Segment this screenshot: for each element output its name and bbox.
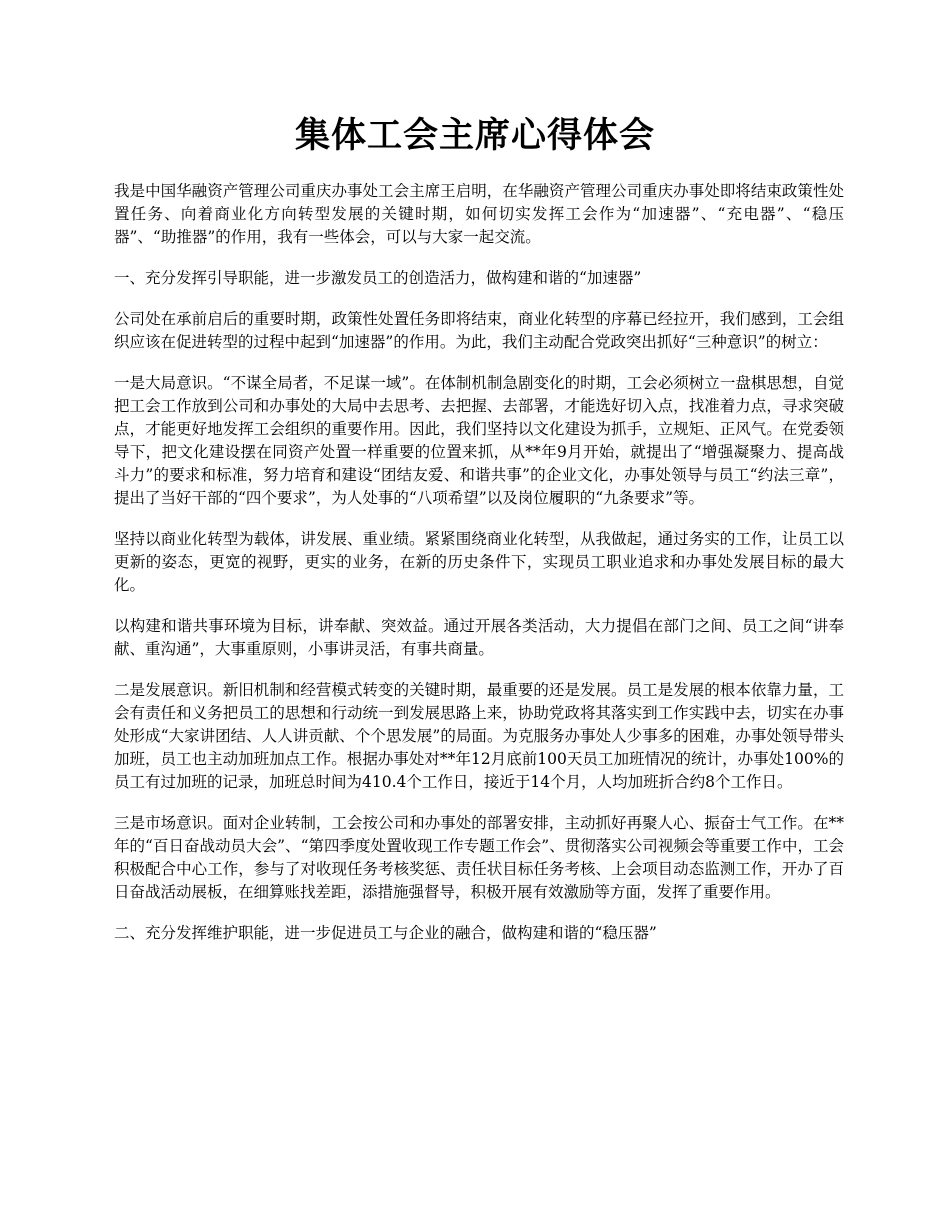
paragraph: 坚持以商业化转型为载体，讲发展、重业绩。紧紧围绕商业化转型，从我做起，通过务实的工作，让员工以更新的姿态，更宽的视野，更实的业务，在新的历史条件下，实现员工职业追求和办事处发展目标的最大化。 [114, 530, 844, 594]
paragraph-intro: 我是中国华融资产管理公司重庆办事处工会主席王启明，在华融资产管理公司重庆办事处即将结束政策性处置任务、向着商业化方向转型发展的关键时期，如何切实发挥工会作为“加速器”、“充电器”、“稳压器”、“助推器”的作用，我有一些体会，可以与大家一起交流。 [114, 182, 844, 246]
paragraph: 以构建和谐共事环境为目标，讲奉献、突效益。通过开展各类活动，大力提倡在部门之间、员工之间“讲奉献、重沟通”，大事重原则，小事讲灵活，有事共商量。 [114, 617, 844, 658]
paragraph: 公司处在承前启后的重要时期，政策性处置任务即将结束，商业化转型的序幕已经拉开，我们感到，工会组织应该在促进转型的过程中起到“加速器”的作用。为此，我们主动配合党政突出抓好“三种意识”的树立： [114, 310, 844, 351]
document-title: 集体工会主席心得体会 [294, 116, 655, 156]
document-body [114, 180, 844, 963]
paragraph: 三是市场意识。面对企业转制，工会按公司和办事处的部署安排，主动抓好再聚人心、振奋士气工作。在**年的“百日奋战动员大会”、“第四季度处置收现工作专题工作会”、贯彻落实公司视频会等重要工作中，工会积极配合中心工作，参与了对收现任务考核奖惩、责任状目标任务考核、上会项目动态监测工作，开办了百日奋战活动展板，在细算账找差距，添措施强督导，积极开展有效激励等方面，发挥了重要作用。 [114, 814, 844, 901]
paragraph: 一是大局意识。“不谋全局者，不足谋一域”。在体制机制急剧变化的时期，工会必须树立一盘棋思想，自觉把工会工作放到公司和办事处的大局中去思考、去把握、去部署，才能选好切入点，找准着力点，寻求突破点，才能更好地发挥工会组织的重要作用。因此，我们坚持以文化建设为抓手，立规矩、正风气。在党委领导下，把文化建设摆在同资产处置一样重要的位置来抓，从**年9月开始，就提出了“增强凝聚力、提高战斗力”的要求和标准，努力培育和建设“团结友爱、和谐共事”的企业文化，办事处领导与员工“约法三章”，提出了当好干部的“四个要求”，为人处事的“八项希望”以及岗位履职的“九条要求”等。 [114, 374, 844, 507]
section-heading-2: 二、充分发挥维护职能，进一步促进员工与企业的融合，做构建和谐的“稳压器” [114, 924, 657, 942]
paragraph: 二是发展意识。新旧机制和经营模式转变的关键时期，最重要的还是发展。员工是发展的根本依靠力量，工会有责任和义务把员工的思想和行动统一到发展思路上来，协助党政将其落实到工作实践中去，切实在办事处形成“大家讲团结、人人讲贡献、个个思发展”的局面。为克服务办事处人少事多的困难，办事处领导带头加班，员工也主动加班加点工作。根据办事处对**年12月底前100天员工加班情况的统计，办事处100%的员工有过加班的记录，加班总时间为410.4个工作日，接近于14个月，人均加班折合约8个工作日。 [114, 681, 844, 791]
section-heading-1: 一、充分发挥引导职能，进一步激发员工的创造活力，做构建和谐的“加速器” [114, 269, 642, 287]
